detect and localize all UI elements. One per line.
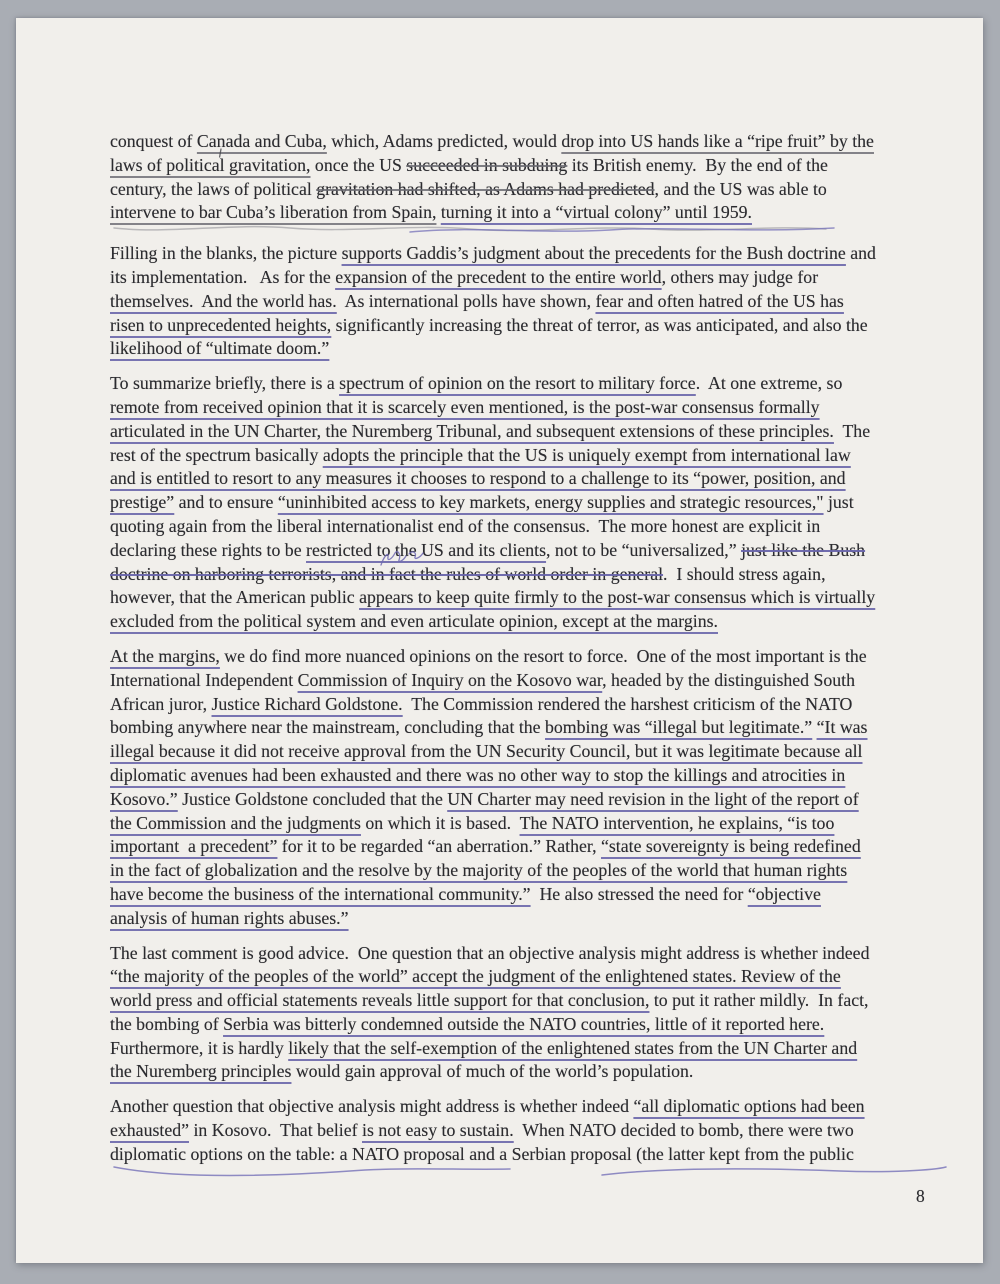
text-segment: once the US [310, 154, 407, 175]
text-segment: Kosovo.” [110, 788, 178, 809]
handwritten-insertion-mark [379, 548, 425, 568]
text-segment: “It was [816, 717, 868, 738]
text-segment: “uninhibited access to key markets, energy supplies and strategic resources," [277, 492, 824, 513]
text-segment: remote from received opinion that it is scarcely even mentioned, is the post-war consensus formally [110, 396, 820, 417]
text-segment: the Nuremberg principles [110, 1061, 292, 1082]
text-segment: fact [389, 564, 416, 584]
text-line [110, 266, 950, 290]
text-line [110, 883, 950, 907]
text-segment: and to ensure [174, 492, 278, 513]
text-segment: intervene to bar Cuba’s liberation from Spain, [110, 202, 437, 223]
text-segment: prestige” [110, 492, 175, 513]
text-segment: African juror, [110, 693, 212, 714]
text-line [110, 467, 950, 491]
text-segment: , not to be “universalized,” [546, 539, 742, 560]
paragraph [110, 942, 950, 1085]
text-segment: articulated in the UN Charter, the Nuremberg Tribunal, and subsequent extensions of these principles. [110, 420, 834, 441]
text-line [110, 645, 950, 669]
text-line [110, 764, 950, 788]
text-segment: have become the business of the international community.” [110, 883, 531, 904]
text-segment: . I should stress again, [663, 563, 826, 584]
text-segment: just like the Bush [741, 539, 866, 560]
text-line [110, 337, 950, 361]
text-segment: exhausted” [110, 1120, 189, 1141]
text-segment: the Commission and the judgments [110, 812, 361, 833]
text-line [110, 740, 950, 764]
text-segment: in Kosovo. That belief [189, 1120, 363, 1141]
text-segment: Justice Goldstone concluded that the [177, 788, 448, 809]
text-line [110, 1119, 950, 1143]
text-line [110, 965, 950, 989]
text-segment: At the margins, [110, 645, 220, 666]
text-segment: and is entitled to resort to any measures it chooses to respond to a challenge to its “power, position, and [110, 468, 846, 489]
text-line [110, 610, 950, 634]
text-segment: is not easy to sustain. [362, 1120, 514, 1141]
text-segment: appears to keep quite firmly to the post-war consensus which is virtually [359, 587, 876, 608]
text-segment: To summarize briefly, there is a [110, 373, 340, 394]
text-segment: we do find more nuanced opinions on the resort to force. One of the most important is the [219, 645, 867, 666]
text-segment: however, that the American public [110, 587, 360, 608]
text-line [110, 716, 950, 740]
text-segment: When NATO decided to bomb, there were two [513, 1120, 854, 1141]
text-segment: in the fact of globalization and the resolve by the majority of the peoples of the world that human rights [110, 860, 848, 881]
text-segment: just [823, 492, 854, 513]
text-segment: The NATO intervention, he explains, “is too [519, 812, 835, 833]
text-segment: The last comment is good advice. One question that an objective analysis might address is whether indeed [110, 942, 870, 963]
text-segment: significantly increasing the threat of terror, as was anticipated, and also the [331, 314, 868, 335]
text-segment: and [845, 243, 876, 264]
text-segment: conquest of [110, 131, 197, 151]
text-segment: Furthermore, it is hardly [110, 1037, 289, 1058]
text-segment: , and the US was able to [654, 178, 827, 199]
text-segment: He also stressed the need for [530, 883, 748, 904]
text-line [110, 1095, 950, 1119]
text-line [110, 1013, 950, 1037]
text-line [110, 1060, 950, 1084]
text-segment: “state sovereignty is being redefined [601, 836, 861, 857]
document-page [16, 18, 983, 1263]
text-line [110, 989, 950, 1013]
paragraph [110, 1095, 950, 1172]
text-segment: “all diplomatic options had been [633, 1096, 865, 1117]
text-line [110, 396, 950, 420]
text-segment: risen to unprecedented heights, [110, 314, 332, 335]
text-line [110, 242, 950, 266]
text-segment: turning it into a “virtual colony” until 1959. [440, 202, 752, 223]
text-segment: “objective [747, 883, 821, 904]
text-segment: declaring these rights to be [110, 539, 307, 560]
text-segment: diplomatic options on the table: a NATO proposal and a Serbian proposal (the latter kept from the public [110, 1143, 854, 1164]
text-line [110, 178, 950, 202]
text-line [110, 835, 950, 859]
text-line [110, 491, 950, 515]
text-segment: spectrum of opinion on the resort to military force [339, 373, 696, 394]
text-segment: , others may judge for [661, 266, 819, 287]
text-segment: , headed by the distinguished South [602, 669, 856, 690]
text-line [110, 942, 950, 966]
text-line [110, 1037, 950, 1061]
text-segment: The Commission rendered the harshest criticism of the NATO [402, 693, 853, 714]
text-line [110, 130, 950, 154]
text-segment: the rules of world order in general [415, 563, 664, 584]
text-segment: adopts the principle that the US is uniquely exempt from international law [322, 444, 851, 465]
text-line [110, 586, 950, 610]
text-segment: Filling in the blanks, the picture [110, 243, 342, 264]
text-segment: important a precedent” [110, 836, 278, 857]
text-segment: likely that the self-exemption of the enlightened states from the UN Charter and [288, 1037, 858, 1058]
text-segment: International Independent [110, 669, 298, 690]
text-segment: The [833, 420, 871, 441]
text-segment: rest of the spectrum basically [110, 444, 323, 465]
text-line [110, 788, 950, 812]
text-segment: Commission of Inquiry on the Kosovo war [297, 669, 603, 690]
underline-flourish [110, 225, 950, 231]
paragraph [110, 130, 950, 231]
text-segment: Another question that objective analysis might address is whether indeed [110, 1096, 634, 1117]
text-line [110, 907, 950, 931]
text-line [110, 420, 950, 444]
text-line [110, 154, 950, 178]
text-segment: . At one extreme, so [695, 373, 843, 394]
paragraph [110, 242, 950, 361]
text-segment: drop into US hands like a “ripe fruit” by the [561, 131, 874, 151]
text-segment: laws of political gravitation, [110, 155, 310, 175]
text-segment: restricted to the US and its clients [306, 539, 547, 560]
text-line [110, 539, 950, 563]
text-segment: likelihood of “ultimate doom.” [110, 338, 330, 359]
text-segment: would gain approval of much of the world’s population. [291, 1061, 694, 1082]
text-segment: bombing anywhere near the mainstream, concluding that the [110, 717, 546, 738]
text-line [110, 669, 950, 693]
text-line [110, 314, 950, 338]
text-segment: excluded from the political system and even articulate opinion, except at the margins. [110, 611, 718, 632]
text-segment: expansion of the precedent to the entire world [335, 266, 662, 287]
text-line [110, 859, 950, 883]
text-segment: its implementation. As for the [110, 266, 336, 287]
text-line [110, 693, 950, 717]
text-segment: UN Charter may need revision in the light of the report of [447, 788, 859, 809]
text-segment: As international polls have shown, [336, 290, 596, 311]
paragraph [110, 372, 950, 634]
text-line [110, 372, 950, 396]
text-segment: world press and official statements reveals little support for that conclusion, [110, 990, 650, 1011]
text-segment: succeeded in subduing [406, 154, 568, 175]
text-segment: which, Adams predicted, would [326, 131, 562, 151]
text-segment: Justice Richard Goldstone. [211, 693, 403, 714]
page-number: 8 [916, 1186, 925, 1206]
text-segment: for it to be regarded “an aberration.” Rather, [277, 836, 601, 857]
text-segment: gravitation had shifted, as Adams had predicted [316, 178, 655, 199]
text-segment: diplomatic avenues had been exhausted and there was no other way to stop the killings and atrocities in [110, 764, 846, 785]
text-segment: quoting again from the liberal internationalist end of the consensus. The more honest are explicit in [110, 515, 821, 536]
underline-flourish [110, 1167, 950, 1173]
text-segment: analysis of human rights abuses.” [110, 907, 349, 928]
text-line [110, 444, 950, 468]
text-segment: Canada and Cuba, [196, 131, 327, 151]
document-text [110, 130, 950, 1184]
paragraph [110, 645, 950, 931]
text-segment: century, the laws of political [110, 178, 317, 199]
text-segment: the bombing of [110, 1013, 224, 1034]
text-segment: supports Gaddis’s judgment about the precedents for the Bush doctrine [341, 243, 846, 264]
text-segment: to put it rather mildly. In fact, [649, 990, 869, 1011]
text-segment: bombing was “illegal but legitimate.” [545, 717, 813, 738]
text-segment: doctrine on harboring terrorists, and in [110, 563, 389, 584]
text-segment: fear and often hatred of the US has [595, 290, 844, 311]
text-segment: themselves. And the world has. [110, 290, 337, 311]
pencil-tick-mark [216, 148, 224, 158]
text-line [110, 812, 950, 836]
text-segment: its British enemy. By the end of the [567, 154, 828, 175]
text-segment: illegal because it did not receive approval from the UN Security Council, but it was legitimate because all [110, 741, 863, 762]
text-line [110, 515, 950, 539]
text-segment: Serbia was bitterly condemned outside the NATO countries, little of it reported here. [223, 1013, 825, 1034]
text-line [110, 563, 950, 587]
text-line [110, 290, 950, 314]
text-segment: “the majority of the peoples of the world” accept the judgment of the enlightened states. Review of the [110, 966, 841, 987]
text-segment: on which it is based. [360, 812, 520, 833]
